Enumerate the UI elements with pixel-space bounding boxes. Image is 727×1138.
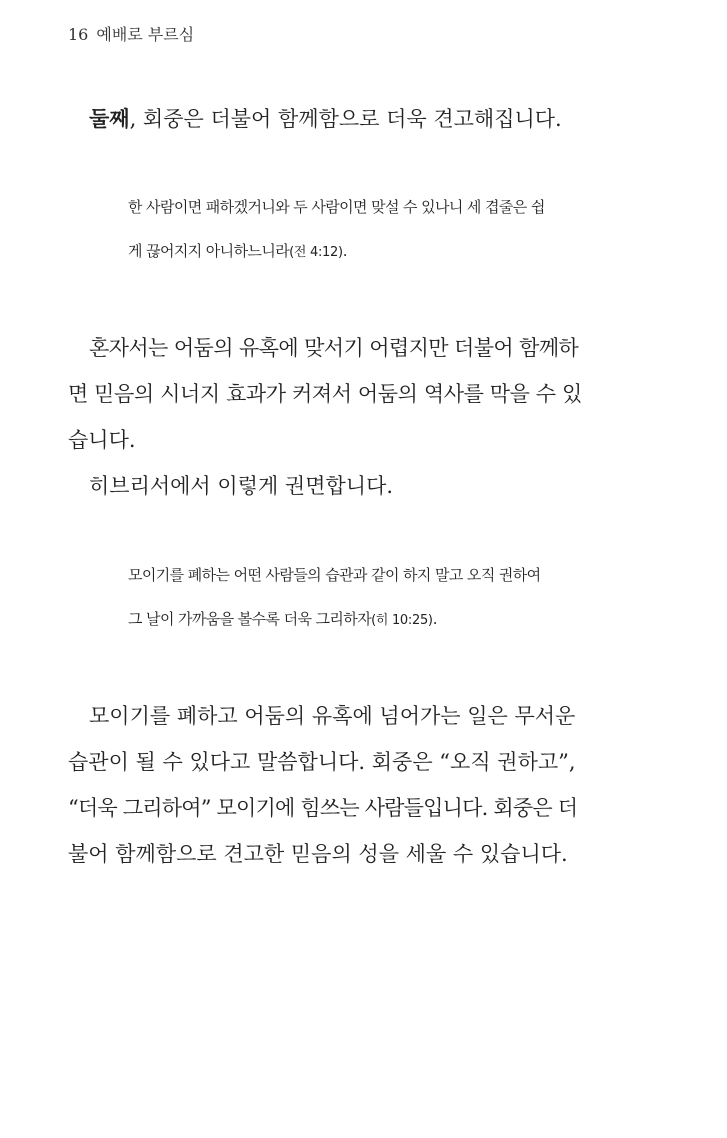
quote-end-punct: . bbox=[432, 610, 437, 628]
quote-line: 모이기를 폐하는 어떤 사람들의 습관과 같이 하지 말고 오직 권하여 bbox=[128, 566, 541, 584]
paragraph-line: “더욱 그리하여” 모이기에 힘쓰는 사람들입니다. 회중은 더 bbox=[68, 796, 578, 820]
paragraph-alone-vs-together bbox=[68, 325, 583, 463]
paragraph-line: 모이기를 폐하고 어둠의 유혹에 넘어가는 일은 무서운 bbox=[89, 704, 576, 728]
paragraph-line: 혼자서는 어둠의 유혹에 맞서기 어렵지만 더불어 함께하 bbox=[89, 336, 579, 360]
paragraph-line: 습니다. bbox=[68, 428, 136, 452]
quote-line bbox=[128, 597, 583, 643]
scripture-quote-hebrews bbox=[128, 553, 583, 643]
section-heading-second bbox=[68, 96, 583, 142]
running-head bbox=[68, 22, 194, 45]
paragraph-habit-warning bbox=[68, 693, 583, 877]
paragraph-line: 히브리서에서 이렇게 권면합니다. bbox=[89, 474, 394, 498]
quote-line-text: 게 끊어지지 아니하느니라 bbox=[128, 242, 290, 260]
page-number: 16 bbox=[68, 25, 89, 44]
section-heading-rest: , 회중은 더불어 함께함으로 더욱 견고해집니다. bbox=[129, 107, 562, 131]
scripture-quote-ecclesiastes bbox=[128, 185, 583, 275]
section-lead-word: 둘째 bbox=[89, 107, 130, 131]
paragraph-line: 면 믿음의 시너지 효과가 커져서 어둠의 역사를 막을 수 있 bbox=[68, 382, 582, 406]
running-head-title: 예배로 부르심 bbox=[96, 25, 195, 44]
scripture-reference: (전 4:12) bbox=[289, 245, 343, 260]
paragraph-line: 습관이 될 수 있다고 말씀합니다. 회중은 “오직 권하고”, bbox=[68, 750, 576, 774]
paragraph-line: 불어 함께함으로 견고한 믿음의 성을 세울 수 있습니다. bbox=[68, 842, 568, 866]
paragraph-hebrews-intro bbox=[68, 463, 583, 509]
quote-line-text: 그 날이 가까움을 볼수록 더욱 그리하자 bbox=[128, 610, 372, 628]
quote-line bbox=[128, 229, 583, 275]
quote-line: 한 사람이면 패하겠거니와 두 사람이면 맞설 수 있나니 세 겹줄은 쉽 bbox=[128, 198, 545, 216]
quote-end-punct: . bbox=[342, 242, 347, 260]
scripture-reference: (히 10:25) bbox=[371, 613, 433, 628]
